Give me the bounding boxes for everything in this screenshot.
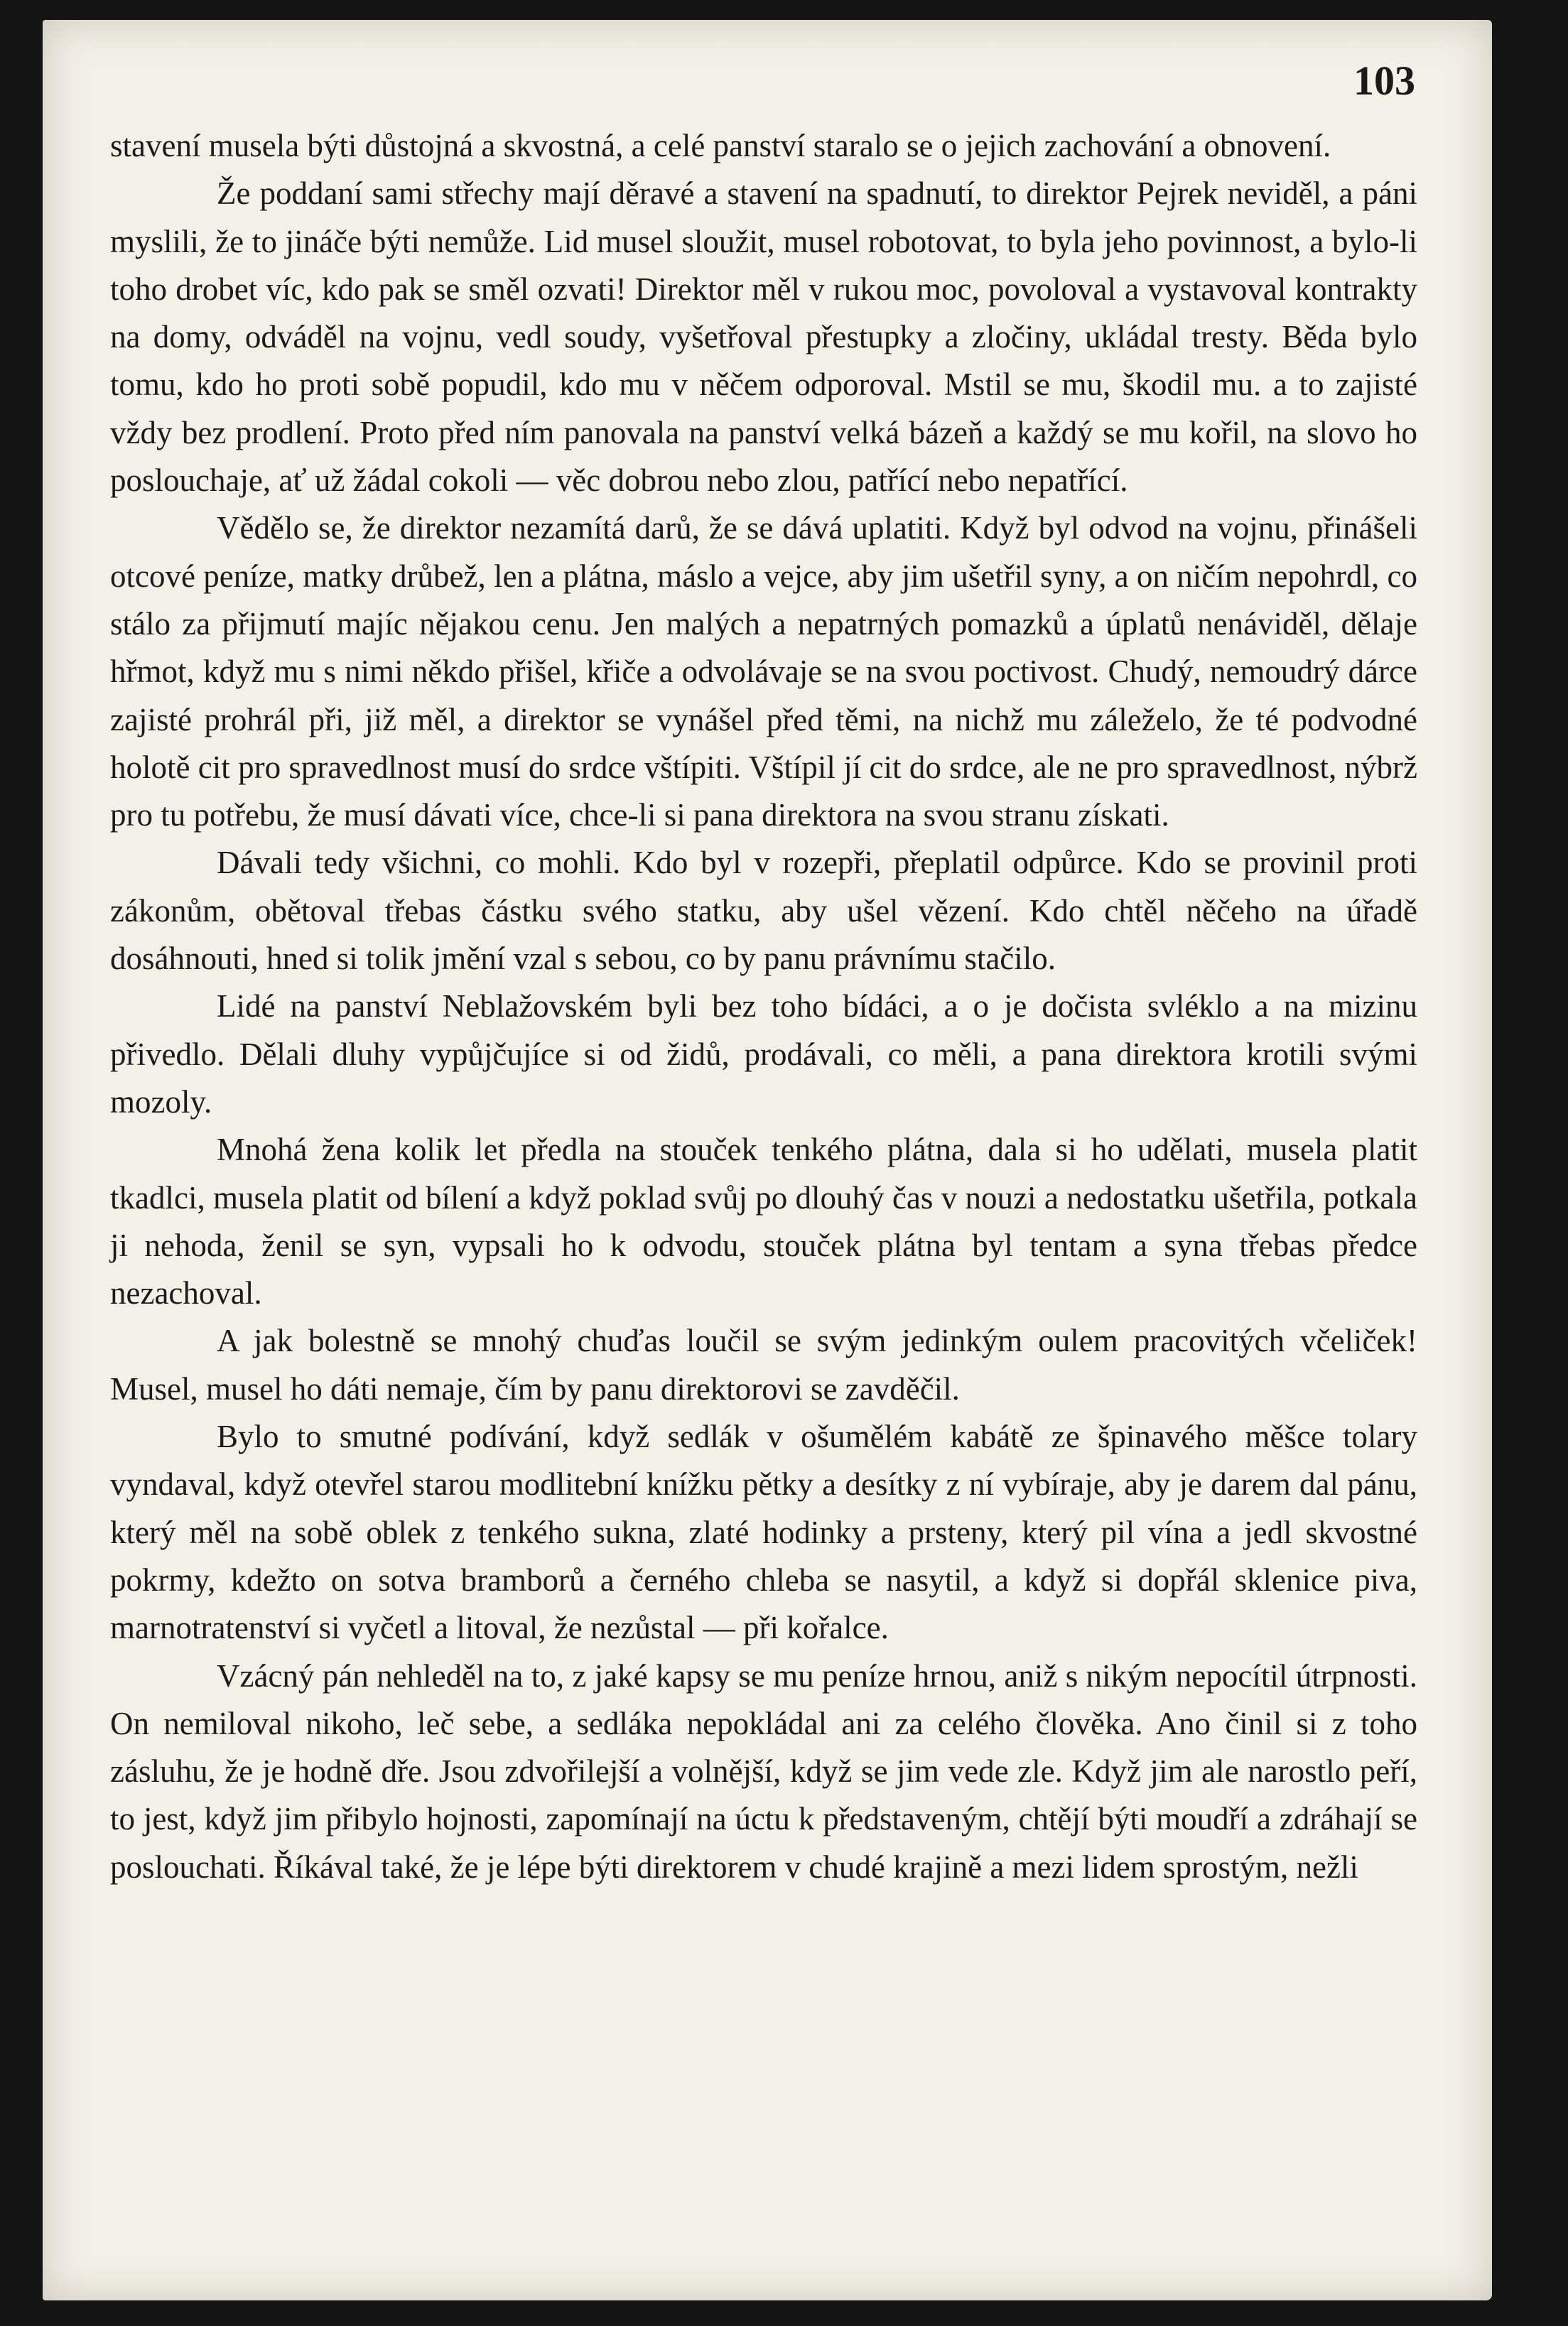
page-number: 103 xyxy=(1353,58,1415,104)
paragraph-1: stavení musela býti důstojná a skvostná, a celé panství staralo se o jejich zachování a obnovení. xyxy=(110,128,1331,163)
paragraph-8: Bylo to smutné podívání, když sedlák v ošumělém kabátě ze špinavého měšce tolary vyndaval, když otevřel starou modlitební knížku pětky a desítky z ní vybíraje, aby je darem dal pánu, který měl na sobě oblek z tenkého sukna, zlaté hodinky a prsteny, který pil vína a jedl skvostné pokrmy, kdežto on sotva bramborů a černého chleba se nasytil, a když si dopřál sklenice piva, marnotratenství si vyčetl a litoval, že nezůstal — při kořalce. xyxy=(110,1419,1417,1646)
paragraph-5: Lidé na panství Neblažovském byli bez toho bídáci, a o je dočista svléklo a na mizinu přivedlo. Dělali dluhy vypůjčujíce si od židů, prodávali, co měli, a pana direktora krotili svými mozoly. xyxy=(110,988,1417,1120)
paragraph-9: Vzácný pán nehleděl na to, z jaké kapsy se mu peníze hrnou, aniž s nikým nepocítil útrpnosti. On nemiloval nikoho, leč sebe, a sedláka nepokládal ani za celého člověka. Ano činil si z toho zásluhu, že je hodně dře. Jsou zdvořilejší a volnější, když se jim vede zle. Když jim ale narostlo peří, to jest, když jim přibylo hojnosti, zapomínají na úctu k představeným, chtějí býti moudří a zdráhají se poslouchati. Říkával také, že je lépe býti direktorem v chudé krajině a mezi lidem sprostým, nežli xyxy=(110,1657,1417,1885)
paragraph-3: Vědělo se, že direktor nezamítá darů, že se dává uplatiti. Když byl odvod na vojnu, přinášeli otcové peníze, matky drůbež, len a plátna, máslo a vejce, aby jim ušetřil syny, a on ničím nepohrdl, co stálo za přijmutí majíc nějakou cenu. Jen malých a nepatrných pomazků a úplatů nenáviděl, dělaje hřmot, když mu s nimi někdo přišel, křiče a odvolávaje se na svou poctivost. Chudý, nemoudrý dárce zajisté prohrál při, již měl, a direktor se vynášel před těmi, na nichž mu záleželo, že té podvodné holotě cit pro spravedlnost musí do srdce vštípiti. Vštípil jí cit do srdce, ale ne pro spravedlnost, nýbrž pro tu potřebu, že musí dávati více, chce-li si pana direktora na svou stranu získati. xyxy=(110,510,1417,833)
paragraph-4: Dávali tedy všichni, co mohli. Kdo byl v rozepři, přeplatil odpůrce. Kdo se provinil proti zákonům, obětoval třebas částku svého statku, aby ušel vězení. Kdo chtěl něčeho na úřadě dosáhnouti, hned si tolik jmění vzal s sebou, co by panu právnímu stačilo. xyxy=(110,845,1417,977)
paragraph-6: Mnohá žena kolik let předla na stouček tenkého plátna, dala si ho udělati, musela platit tkadlci, musela platit od bílení a když poklad svůj po dlouhý čas v nouzi a nedostatku ušetřila, potkala ji nehoda, ženil se syn, vypsali ho k odvodu, stouček plátna byl tentam a syna třebas předce nezachoval. xyxy=(110,1132,1417,1311)
paragraph-7: A jak bolestně se mnohý chuďas loučil se svým jedinkým oulem pracovitých včeliček! Musel, musel ho dáti nemaje, čím by panu direktorovi se zavděčil. xyxy=(110,1323,1417,1407)
body-text xyxy=(110,122,1417,1891)
paragraph-2: Že poddaní sami střechy mají děravé a stavení na spadnutí, to direktor Pejrek neviděl, a páni myslili, že to jináče býti nemůže. Lid musel sloužit, musel robotovat, to byla jeho povinnost, a bylo-li toho drobet víc, kdo pak se směl ozvati! Direktor měl v rukou moc, povoloval a vystavoval kontrakty na domy, odváděl na vojnu, vedl soudy, vyšetřoval přestupky a zločiny, ukládal tresty. Běda bylo tomu, kdo ho proti sobě popudil, kdo mu v něčem odporoval. Mstil se mu, škodil mu. a to zajisté vždy bez prodlení. Proto před ním panovala na panství velká bázeň a každý se mu kořil, na slovo ho poslouchaje, ať už žádal cokoli — věc dobrou nebo zlou, patřící nebo nepatřící. xyxy=(110,175,1417,499)
